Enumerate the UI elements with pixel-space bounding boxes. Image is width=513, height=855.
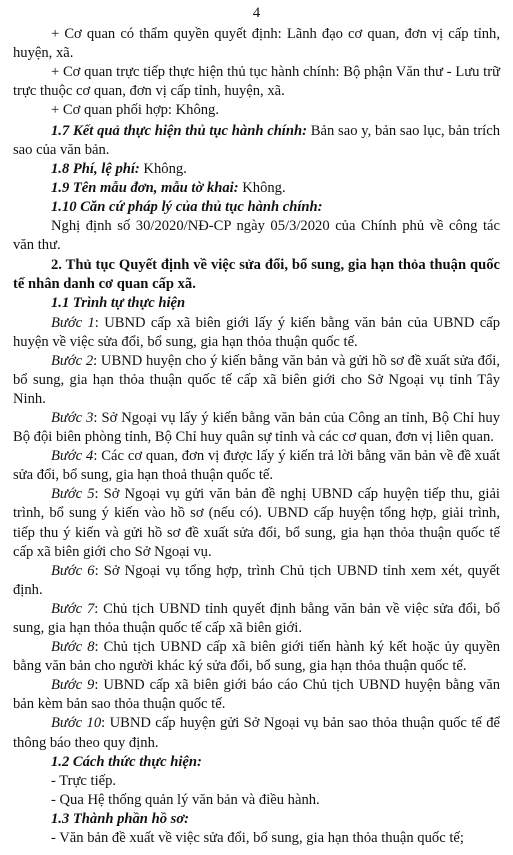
step-7-text: : Chủ tịch UBND tỉnh quyết định bằng văn bản về việc sửa đổi, bổ sung, gia hạn thỏa thuận quốc tế cấp xã biên giới. <box>13 600 500 636</box>
step-10-text: : UBND cấp huyện gửi Sở Ngoại vụ bản sao thỏa thuận quốc tế để thông báo theo quy định. <box>13 715 500 751</box>
section-1-2 <box>13 753 500 772</box>
section-1-7-label: 1.7 Kết quả thực hiện thủ tục hành chính: <box>51 122 307 139</box>
paragraph-coordinating-agency: + Cơ quan phối hợp: Không. <box>51 102 219 119</box>
step-6-label: Bước 6 <box>51 562 95 579</box>
section-1-3-label: 1.3 Thành phần hồ sơ: <box>51 810 190 827</box>
step-9-label: Bước 9 <box>51 677 95 694</box>
method-system: - Qua Hệ thống quản lý văn bản và điều hành. <box>51 791 320 808</box>
step-8 <box>13 638 500 676</box>
section-1-1-label: 1.1 Trình tự thực hiện <box>51 295 186 312</box>
step-2-label: Bước 2 <box>51 352 94 369</box>
step-6 <box>13 562 500 600</box>
step-1-text: : UBND cấp xã biên giới lấy ý kiến bằng văn bản của UBND cấp huyện về việc sửa đổi, bổ sung, gia hạn thỏa thuận quốc tế. <box>13 314 500 350</box>
step-2 <box>13 352 500 409</box>
section-1-8-text: Không. <box>139 160 187 177</box>
step-5-text: : Sở Ngoại vụ gửi văn bản đề nghị UBND cấp huyện tiếp thu, giải trình, bổ sung ý kiến vào hồ sơ (nếu có). UBND cấp huyện tổng hợp, giải trình, tiếp thu ý kiến và gửi hồ sơ đề xuất sửa đổi, bổ sung, gia hạn thỏa thuận quốc tế cấp xã biên giới cho Sở Ngoại vụ. <box>13 486 500 560</box>
step-5 <box>13 485 500 561</box>
step-3-label: Bước 3 <box>51 409 94 426</box>
step-10 <box>13 714 500 752</box>
step-7-label: Bước 7 <box>51 600 95 617</box>
section-1-10 <box>13 198 500 217</box>
section-1-10-label: 1.10 Căn cứ pháp lý của thủ tục hành chính: <box>51 198 323 215</box>
section-1-7 <box>13 122 500 160</box>
section-1-9-text: Không. <box>238 179 286 196</box>
step-8-label: Bước 8 <box>51 639 95 656</box>
paragraph-implementing-agency: + Cơ quan trực tiếp thực hiện thủ tục hành chính: Bộ phận Văn thư - Lưu trữ trực thuộc cơ quan, đơn vị cấp tỉnh, huyện, xã. <box>13 64 500 100</box>
step-6-text: : Sở Ngoại vụ tổng hợp, trình Chủ tịch UBND tỉnh xem xét, quyết định. <box>13 562 500 598</box>
step-3-text: : Sở Ngoại vụ lấy ý kiến bằng văn bản của Công an tỉnh, Bộ Chỉ huy Bộ đội biên phòng tỉnh, Bộ Chỉ huy quân sự tỉnh và các cơ quan, đơn vị liên quan. <box>13 409 500 446</box>
step-1 <box>13 314 500 352</box>
page-number: 4 <box>252 5 261 21</box>
step-2-text: : UBND huyện cho ý kiến bằng văn bản và gửi hồ sơ đề xuất sửa đổi, bổ sung, gia hạn thỏa thuận quốc tế cấp xã biên giới cho Sở Ngoại vụ tỉnh Tây Ninh. <box>13 352 500 407</box>
section-1-8-label: 1.8 Phí, lệ phí: <box>51 160 140 177</box>
paragraph-legal-basis: Nghị định số 30/2020/NĐ-CP ngày 05/3/2020 của Chính phủ về công tác văn thư. <box>13 218 500 254</box>
step-9-text: : UBND cấp xã biên giới báo cáo Chủ tịch UBND huyện bằng văn bản kèm bản sao thỏa thuận quốc tế. <box>13 677 500 713</box>
step-5-label: Bước 5 <box>51 486 95 503</box>
procedure-2-heading: 2. Thủ tục Quyết định về việc sửa đổi, bổ sung, gia hạn thỏa thuận quốc tế nhân danh cơ quan cấp xã. <box>13 257 500 293</box>
step-9 <box>13 676 500 714</box>
step-3 <box>13 409 500 447</box>
paragraph-decision-authority: + Cơ quan có thẩm quyền quyết định: Lãnh đạo cơ quan, đơn vị cấp tỉnh, huyện, xã. <box>13 26 500 62</box>
step-4-text: : Các cơ quan, đơn vị được lấy ý kiến trả lời bằng văn bản về đề xuất sửa đổi, bổ sung, gia hạn thoả thuận quốc tế. <box>13 448 500 484</box>
section-1-9 <box>13 179 500 198</box>
step-1-label: Bước 1 <box>51 314 95 331</box>
section-1-2-label: 1.2 Cách thức thực hiện: <box>51 753 202 770</box>
dossier-item-1: - Văn bản đề xuất về việc sửa đổi, bổ sung, gia hạn thỏa thuận quốc tế; <box>51 830 464 847</box>
method-direct: - Trực tiếp. <box>51 772 117 789</box>
step-8-text: : Chủ tịch UBND cấp xã biên giới tiến hành ký kết hoặc ủy quyền bằng văn bản cho người khác ký sửa đổi, bổ sung, gia hạn thỏa thuận quốc tế. <box>13 639 500 675</box>
step-10-label: Bước 10 <box>51 715 102 732</box>
step-7 <box>13 600 500 638</box>
section-1-3 <box>13 810 500 829</box>
section-1-8 <box>13 160 500 179</box>
section-1-1 <box>13 294 500 313</box>
section-1-7-text: Bản sao y, bản sao lục, bản trích sao của văn bản. <box>13 122 501 158</box>
step-4-label: Bước 4 <box>51 448 94 465</box>
section-1-9-label: 1.9 Tên mẫu đơn, mẫu tờ khai: <box>51 179 239 196</box>
step-4 <box>13 447 500 485</box>
